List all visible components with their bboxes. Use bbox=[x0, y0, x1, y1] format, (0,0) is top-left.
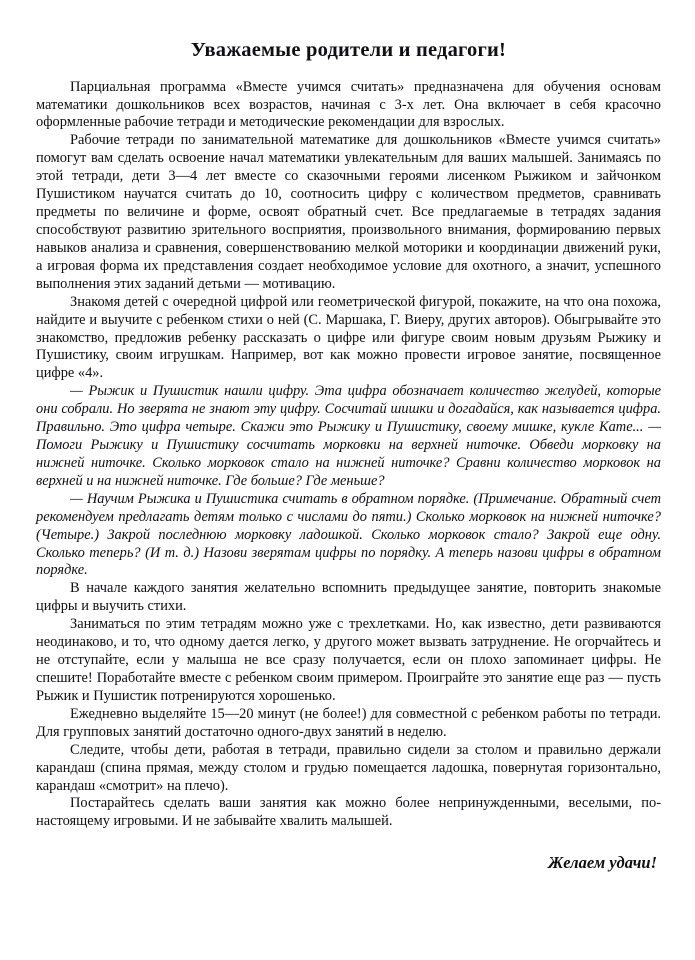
closing-wish: Желаем удачи! bbox=[548, 853, 657, 873]
paragraph-three-year-olds: Заниматься по этим тетрадям можно уже с трехлетками. Но, как известно, дети развиваются неодинаково, и то, что одному дается легко, у другого может вызвать затруднение. Не огорчайтесь и не отступайте, если у малыша не все сразу получается, если он плохо запоминает цифры. Не спешите! Поработайте вместе с ребенком своим примером. Проиграйте это занятие еще раз — пусть Рыжик и Пушистик потренируются хорошенько. bbox=[36, 616, 661, 704]
paragraph-learning-digits: Знакомя детей с очередной цифрой или геометрической фигурой, покажите, на что она похожа, найдите и выучите с ребенком стихи о ней (С. Маршака, Г. Виеру, других авторов). Обыгрывайте это знакомство, предложив ребенку рассказать о цифре или фигуре своим новым друзьям Рыжику и Пушистику, своим игрушкам. Например, вот как можно провести игровое занятие, посвященное цифре «4». bbox=[36, 293, 661, 382]
paragraph-workbooks: Рабочие тетради по занимательной математике для дошкольников «Вместе учимся считать» помогут вам сделать освоение начал математики увлекательным для ваших малышей. Занимаясь по этой тетради, дети 3—4 лет вместе со сказочными героями лисенком Рыжиком и зайчонком Пушистиком научатся считать до 10, соотносить цифру с количеством предметов, сравнивать предметы по величине и форме, освоят обратный счет. Все предлагаемые в тетрадях задания способствуют развитию зрительного восприятия, произвольного внимания, формированию первых навыков анализа и сравнения, совершенствованию мелкой моторики и координации движений руки, а игровая форма их представления создает необходимое условие для охотного, а значит, успешного выполнения этих заданий детьми — мотивацию. bbox=[36, 132, 661, 292]
paragraph-dialogue-four: — Рыжик и Пушистик нашли цифру. Эта цифра обозначает количество желудей, которые они собрали. Но зверята не знают эту цифру. Сосчитай шишки и догадайся, как называется цифра. Правильно. Это цифра четыре. Скажи это Рыжику и Пушистику, своему мишке, кукле Кате... — Помоги Рыжику и Пушистику сосчитать морковки на верхней ниточке. Обведи морковку на нижней ниточке. Сколько морковок стало на нижней ниточке? Сравни количество морковок на верхней и на нижней ниточке. Где больше? Где меньше? bbox=[36, 383, 661, 489]
paragraph-dialogue-reverse-count: — Научим Рыжика и Пушистика считать в обратном порядке. (Примечание. Обратный счет рекомендуем предлагать детям только с числами до пяти.) Сколько морковок на нижней ниточке? (Четыре.) Закрой последнюю морковку ладошкой. Сколько морковок стало? Закрой еще одну. Сколько теперь? (И т. д.) Назови зверятам цифры по порядку. А теперь назови цифры в обратном порядке. bbox=[36, 490, 661, 579]
paragraph-daily-time: Ежедневно выделяйте 15—20 минут (не более!) для совместной с ребенком работы по тетради. Для групповых занятий достаточно одного-двух занятий в неделю. bbox=[36, 705, 661, 740]
paragraph-play-mood: Постарайтесь сделать ваши занятия как можно более непринужденными, веселыми, по-настоящему игровыми. И не забывайте хвалить малышей. bbox=[36, 795, 661, 830]
page-title: Уважаемые родители и педагоги! bbox=[190, 39, 507, 61]
paragraph-intro-program: Парциальная программа «Вместе учимся считать» предназначена для обучения основам математики дошкольников всех возрастов, начиная с 3-х лет. Она включает в себя красочно оформленные рабочие тетради и методические рекомендации для взрослых. bbox=[36, 78, 661, 131]
paragraph-posture: Следите, чтобы дети, работая в тетради, правильно сидели за столом и правильно держали карандаш (спина прямая, между столом и грудью помещается ладошка, повернутая горизонтально, карандаш «смотрит» на плечо). bbox=[36, 741, 661, 794]
paragraph-lesson-start: В начале каждого занятия желательно вспомнить предыдущее занятие, повторить знакомые цифры и выучить стихи. bbox=[36, 580, 661, 615]
